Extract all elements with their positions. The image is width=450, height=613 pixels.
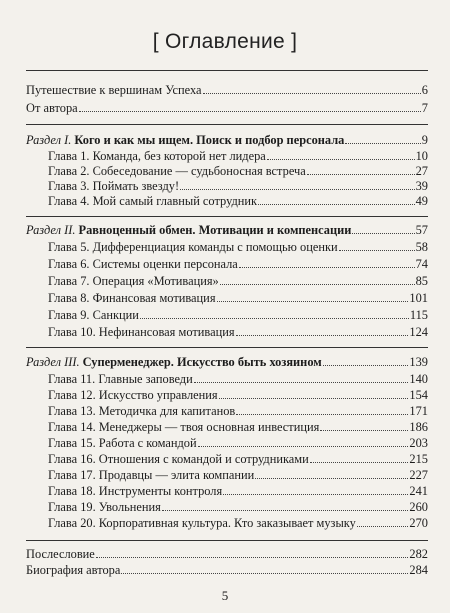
toc-entry-biography[interactable]: Биография автора 284 — [26, 563, 428, 577]
toc-chapter[interactable]: Глава 7. Операция «Мотивация» 85 — [48, 274, 428, 288]
toc-chapter[interactable]: Глава 3. Поймать звезду! 39 — [48, 179, 428, 193]
divider — [26, 70, 428, 71]
divider — [26, 124, 428, 125]
toc-chapter[interactable]: Глава 14. Менеджеры — твоя основная инвестиция 186 — [48, 420, 428, 434]
toc-chapter[interactable]: Глава 4. Мой самый главный сотрудник 49 — [48, 194, 428, 208]
divider — [26, 216, 428, 217]
toc-chapter[interactable]: Глава 8. Финансовая мотивация 101 — [48, 291, 428, 305]
toc-chapter[interactable]: Глава 20. Корпоративная культура. Кто заказывает музыку 270 — [48, 516, 428, 530]
toc-chapter[interactable]: Глава 2. Собеседование — судьбоносная встреча 27 — [48, 164, 428, 178]
toc-chapter[interactable]: Глава 11. Главные заповеди 140 — [48, 372, 428, 386]
toc-entry-afterword[interactable]: Послесловие 282 — [26, 547, 428, 561]
page-title: [ Оглавление ] — [152, 30, 298, 53]
toc-chapter[interactable]: Глава 6. Системы оценки персонала 74 — [48, 257, 428, 271]
divider — [26, 347, 428, 348]
toc-section-2[interactable]: Раздел II. Равноценный обмен. Мотивации и компенсации 57 — [26, 223, 428, 237]
toc-chapter[interactable]: Глава 19. Увольнения 260 — [48, 500, 428, 514]
toc-chapter[interactable]: Глава 16. Отношения с командой и сотрудниками 215 — [48, 452, 428, 466]
toc-entry-author-note[interactable]: От автора 7 — [26, 101, 428, 115]
toc-chapter[interactable]: Глава 9. Санкции 115 — [48, 308, 428, 322]
toc-chapter[interactable]: Глава 12. Искусство управления 154 — [48, 388, 428, 402]
toc-chapter[interactable]: Глава 18. Инструменты контроля 241 — [48, 484, 428, 498]
toc-chapter[interactable]: Глава 1. Команда, без которой нет лидера 10 — [48, 149, 428, 163]
toc-chapter[interactable]: Глава 10. Нефинансовая мотивация 124 — [48, 325, 428, 339]
toc-chapter[interactable]: Глава 13. Методичка для капитанов 171 — [48, 404, 428, 418]
toc-chapter[interactable]: Глава 15. Работа с командой 203 — [48, 436, 428, 450]
divider — [26, 540, 428, 541]
toc-chapter[interactable]: Глава 17. Продавцы — элита компании 227 — [48, 468, 428, 482]
toc-entry-journey[interactable]: Путешествие к вершинам Успеха 6 — [26, 83, 428, 97]
toc-section-1[interactable]: Раздел I. Кого и как мы ищем. Поиск и подбор персонала 9 — [26, 133, 428, 147]
page-number: 5 — [221, 588, 229, 603]
toc-chapter[interactable]: Глава 5. Дифференциация команды с помощью оценки 58 — [48, 240, 428, 254]
toc-section-3[interactable]: Раздел III. Суперменеджер. Искусство быть хозяином 139 — [26, 355, 428, 369]
